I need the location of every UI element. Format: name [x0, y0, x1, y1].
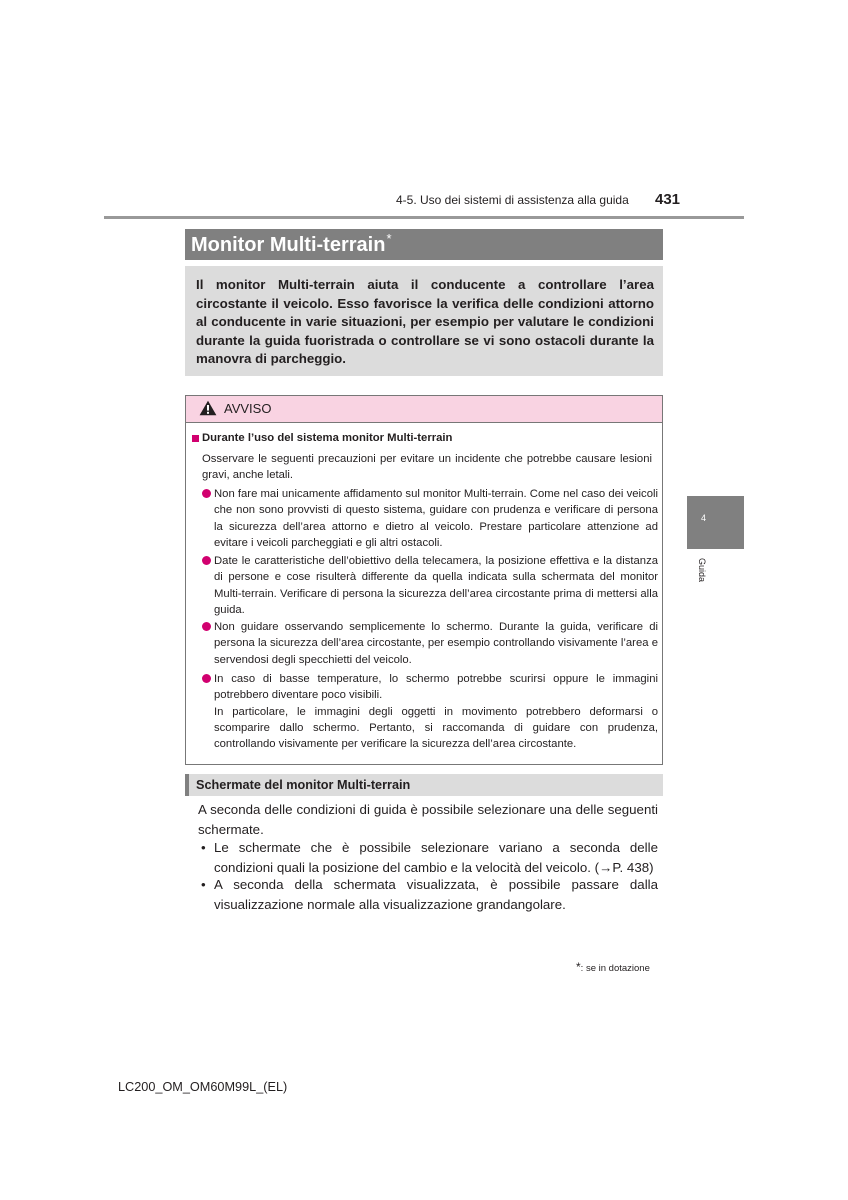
warning-item-text: In caso di basse temperature, lo schermo potrebbe scurirsi oppure le immagini potrebbero diventare poco visibili. In particolare, le immagini degli oggetti in movimento potrebbero deformarsi o scomparire dallo schermo. Pertanto, si raccomanda di guidare con prudenza, controllando visivamente per verificare la sicurezza dell’area circostante.: [214, 673, 658, 751]
intro-text: Il monitor Multi-terrain aiuta il conducente a controllare l’area circostante il veicolo. Esso favorisce la verifica delle condizioni attorno al conducente in varie situazioni, per esempio per valutare le condizioni durante la guida fuoristrada o controllare se vi sono ostacoli durante la manovra di parcheggio.: [196, 277, 654, 367]
chapter-tab: [687, 496, 744, 549]
warning-triangle-icon: [199, 400, 217, 421]
page-title: [191, 231, 392, 257]
warning-title: AVVISO: [224, 401, 272, 416]
warning-item-text: Non fare mai unicamente affidamento sul monitor Multi-terrain. Come nel caso dei veicoli che non sono provvisti di questo sistema, guidare con prudenza e verificare di persona la sicurezza dell’area attorno e dietro al veicolo. Prestare particolare attenzione ad evitare i veicoli parcheggiati e gli altri ostacoli.: [214, 488, 658, 549]
round-bullet-icon: [202, 622, 211, 631]
round-bullet-icon: [202, 556, 211, 565]
page-number: 431: [655, 191, 681, 208]
chapter-label: Guida: [697, 558, 707, 583]
footer-code: LC200_OM_OM60M99L_(EL): [118, 1080, 288, 1094]
footnote-asterisk: *: [576, 960, 581, 974]
bullet-item: [198, 838, 658, 877]
warning-item-text: Date le caratteristiche dell’obiettivo della telecamera, la posizione effettiva e la distanza di persone e cose risulterà differente da quella indicata sulla schermata del monitor Multi-terrain. Verificare di persona la sicurezza dell’area circostante prima di mettersi alla guida.: [214, 555, 658, 616]
warning-item: [202, 553, 658, 618]
bullet-text: A seconda della schermata visualizzata, è possibile passare dalla visualizzazione normale alla visualizzazione grandangolare.: [214, 877, 658, 912]
bullet-item: [198, 875, 658, 914]
warning-item: [202, 671, 658, 752]
title-asterisk: *: [386, 231, 392, 246]
section-heading-bar: [185, 774, 663, 796]
footnote-text: : se in dotazione: [580, 963, 650, 974]
warning-item: [202, 619, 658, 668]
section-heading: Schermate del monitor Multi-terrain: [196, 778, 411, 792]
square-bullet-icon: [192, 435, 199, 442]
bullet-dot: •: [201, 840, 206, 855]
section-heading-accent: [185, 774, 189, 796]
running-header-section: 4-5. Uso dei sistemi di assistenza alla guida: [396, 193, 629, 207]
warning-intro: Osservare le seguenti precauzioni per evitare un incidente che potrebbe causare lesioni gravi, anche letali.: [202, 453, 652, 482]
bullet-dot: •: [201, 877, 206, 892]
title-bar: [185, 229, 663, 260]
warning-item: [202, 486, 658, 551]
header-rule: [104, 216, 744, 219]
intro-box: [185, 266, 663, 376]
section-paragraph: A seconda delle condizioni di guida è possibile selezionare una delle seguenti schermate.: [198, 802, 658, 837]
warning-header: [186, 396, 662, 423]
warning-subheading: Durante l’uso del sistema monitor Multi-terrain: [202, 432, 453, 444]
warning-item-text: Non guidare osservando semplicemente lo schermo. Durante la guida, verificare di persona la sicurezza dell’area circostante, per esempio controllando visivamente l’area e servendosi degli specchietti del veicolo.: [214, 621, 658, 666]
round-bullet-icon: [202, 489, 211, 498]
footnote: [576, 960, 650, 974]
bullet-text: Le schermate che è possibile selezionare variano a seconda delle condizioni quali la posizione del cambio e la velocità del veicolo. (→P. 438): [214, 840, 658, 875]
chapter-number: 4: [701, 513, 707, 523]
page-title-text: Monitor Multi-terrain: [191, 234, 386, 256]
warning-box: [185, 395, 663, 765]
round-bullet-icon: [202, 674, 211, 683]
